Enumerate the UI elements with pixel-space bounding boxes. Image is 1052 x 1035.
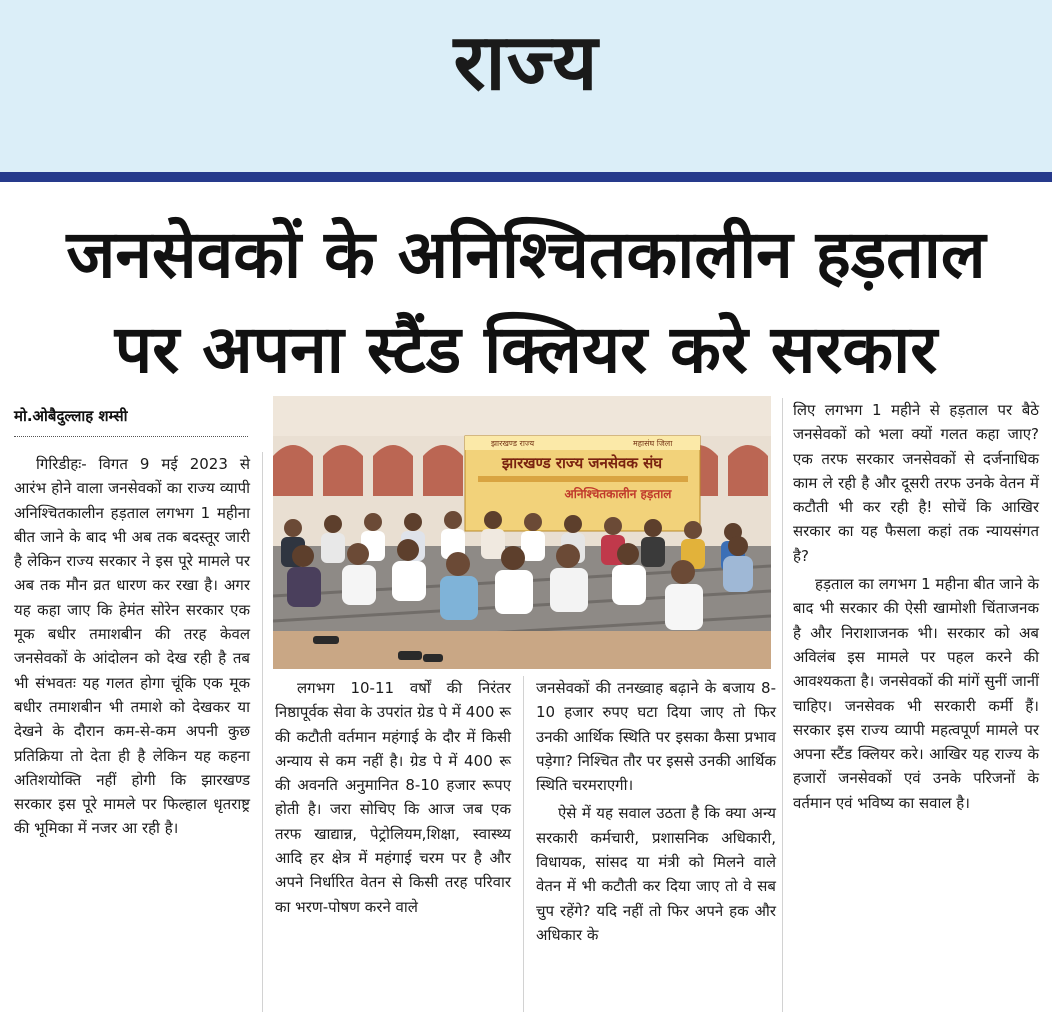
byline-rule — [14, 436, 248, 437]
article-column-1 — [14, 452, 250, 841]
paragraph: लगभग 10-11 वर्षों की निरंतर निष्ठापूर्वक सेवा के उपरांत ग्रेड पे में 400 रू की कटौती वर्तमान महंगाई के दौर में किसी अन्याय से कम नहीं है। ग्रेड पे में 400 रू की अवनति अनुमानित 8-10 हजार रूपए होती है। जरा सोचिए कि आज जब एक तरफ खाद्यान्न, पेट्रोलियम,शिक्षा, स्वास्थ्य आदि हर क्षेत्र में महंगाई चरम पर है और अपने निर्धारित वेतन से किसी तरह परिवार का भरण-पोषण करने वाले — [275, 679, 511, 916]
column-divider — [523, 676, 524, 1012]
paragraph: ऐसे में यह सवाल उठता है कि क्या अन्य सरकारी कर्मचारी, प्रशासनिक अधिकारी, विधायक, सांसद या मंत्री को मिलने वाले वेतन में भी कटौती कर दिया जाए तो वे सब चुप रहेंगे? यदि नहीं तो फिर अपने हक और अधिकार के — [536, 804, 776, 944]
banner-top-left: झारखण्ड राज्य — [491, 439, 535, 448]
column-divider — [262, 452, 263, 1012]
paragraph: लिए लगभग 1 महीने से हड़ताल पर बैठे जनसेवकों को भला क्यों गलत कहा जाए? एक तरफ सरकार जनसेवकों से दर्जनाधिक काम ले रही है और दूसरी तरफ उनके वेतन में कटौती भी कर रही है! सोचें कि आखिर सरकार का यह फैसला कहां तक न्यायसंगत है? — [793, 401, 1039, 565]
banner-title: झारखण्ड राज्य जनसेवक संघ — [501, 454, 663, 472]
article-column-2 — [275, 676, 511, 919]
headline-line-2: पर अपना स्टैंड क्लियर करे सरकार — [114, 311, 938, 388]
protest-photo — [273, 396, 771, 669]
headline-line-1: जनसेवकों के अनिश्चितकालीन हड़ताल — [66, 216, 986, 293]
section-title: राज्य — [453, 18, 599, 108]
banner-top-right: महासंघ जिला — [633, 439, 673, 448]
article-column-4 — [793, 398, 1039, 815]
article-column-3 — [536, 676, 776, 947]
paragraph: जनसेवकों की तनख्वाह बढ़ाने के बजाय 8-10 हजार रुपए घटा दिया जाए तो फिर उनकी आर्थिक स्थिति पर इसका कैसा प्रभाव पड़ेगा? निश्चित तौर पर इससे उनकी आर्थिक स्थिति चरमराएगी। — [536, 679, 776, 795]
banner-subtitle: अनिश्चितकालीन हड़ताल — [564, 487, 672, 501]
column-divider — [782, 398, 783, 1012]
byline: मो.ओबैदुल्लाह शम्सी — [14, 407, 128, 425]
header-rule — [0, 172, 1052, 182]
paragraph: गिरिडीहः- विगत 9 मई 2023 से आरंभ होने वाला जनसेवकों का राज्य व्यापी अनिश्चितकालीन हड़ताल लगभग 1 महीना बीत जाने के बाद भी अब तक बदस्तूर जारी है लेकिन राज्य सरकार ने इस पूरे मामले पर अब तक मौन व्रत धारण कर रखा है। अगर यह कहा जाए कि हेमंत सोरेन सरकार एक मूक बधीर तमाशबीन की तरह केवल जनसेवकों के आंदोलन को देख रही है तब भी संभवतः यह गलत होगा चूंकि एक मूक बधीर तमाशबीन भी तमाशे को देखकर या देखने के दौरान कम-से-कम अपनी कुछ प्रतिक्रिया तो देता ही है लेकिन यह कहना अतिशयोक्ति नहीं होगी कि झारखण्ड सरकार इस पूरे मामले पर फिल्हाल धृतराष्ट्र की भूमिका में नजर आ रही है। — [14, 455, 250, 838]
paragraph: हड़ताल का लगभग 1 महीना बीत जाने के बाद भी सरकार की ऐसी खामोशी चिंताजनक है और निराशाजनक भी। सरकार को अब अविलंब इस मामले पर पहल करने की आवश्यकता है। जनसेवकों की मांगें सुनीं जानीं चाहिए। जनसेवक भी सरकारी कर्मी हैं। सरकार इस राज्य व्यापी महत्वपूर्ण मामले पर अपना स्टैंड क्लियर करे। आखिर यह राज्य के हजारों जनसेवकों एवं उनके परिजनों के वर्तमान एवं भविष्य का सवाल है। — [793, 575, 1039, 812]
